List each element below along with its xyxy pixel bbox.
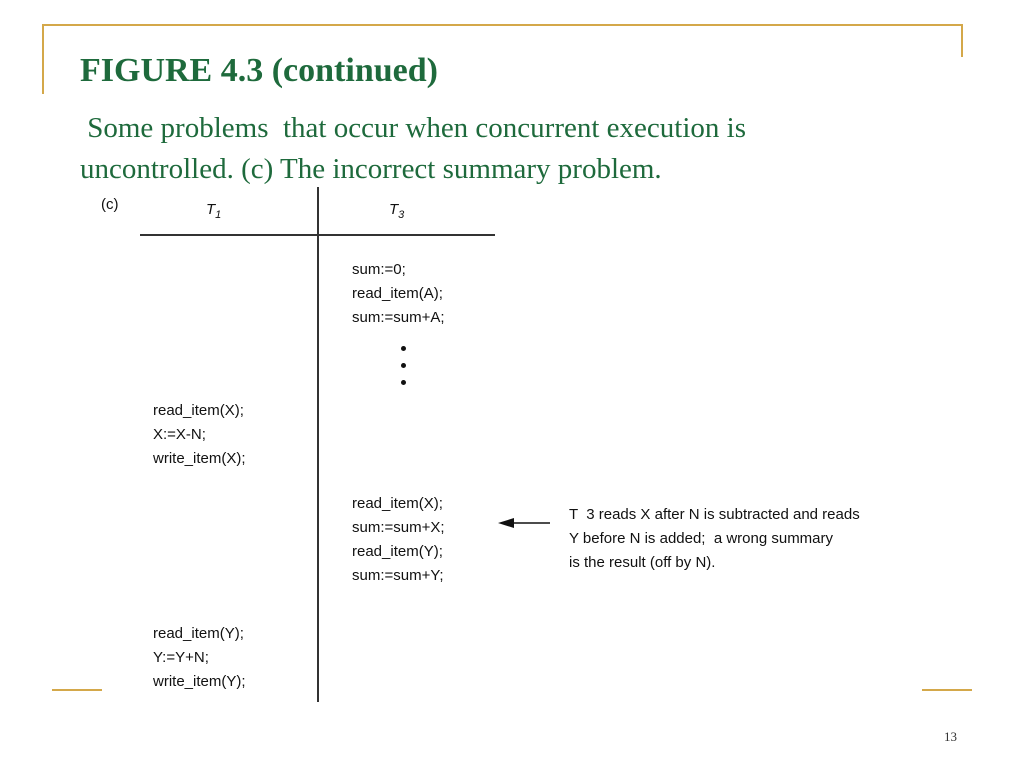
column-divider bbox=[317, 187, 319, 702]
frame-left-border bbox=[42, 24, 44, 94]
frame-right-border bbox=[961, 24, 963, 57]
ellipsis-dot bbox=[401, 380, 406, 385]
code-line: read_item(X); bbox=[153, 402, 244, 419]
code-line: read_item(Y); bbox=[352, 543, 443, 560]
column-header-t3: $T_3$ bbox=[389, 201, 405, 221]
page-number: 13 bbox=[944, 729, 957, 744]
subtitle-line-2: uncontrolled. (c) The incorrect summary problem. bbox=[80, 153, 662, 185]
code-line: read_item(Y); bbox=[153, 625, 244, 642]
ellipsis-dot bbox=[401, 346, 406, 351]
subtitle-line-1: Some problems that occur when concurrent execution is bbox=[80, 112, 746, 144]
slide-subtitle bbox=[80, 108, 746, 190]
code-line: Y:=Y+N; bbox=[153, 649, 209, 666]
code-line: sum:=sum+A; bbox=[352, 309, 445, 326]
figure-label: (c) bbox=[101, 196, 119, 213]
code-line: sum:=sum+Y; bbox=[352, 567, 444, 584]
frame-top-border bbox=[42, 24, 963, 26]
code-line: sum:=0; bbox=[352, 261, 406, 278]
code-line: write_item(X); bbox=[153, 450, 246, 467]
bottom-accent-left bbox=[52, 689, 102, 691]
code-line: write_item(Y); bbox=[153, 673, 246, 690]
slide-title: FIGURE 4.3 (continued) bbox=[80, 52, 438, 89]
t3-block-1 bbox=[352, 258, 445, 330]
code-line: read_item(A); bbox=[352, 285, 443, 302]
t1-block-2 bbox=[153, 622, 246, 694]
bottom-accent-right bbox=[922, 689, 972, 691]
code-line: read_item(X); bbox=[352, 495, 443, 512]
annotation-note bbox=[569, 503, 860, 575]
code-line: X:=X-N; bbox=[153, 426, 206, 443]
annotation-line: is the result (off by N). bbox=[569, 554, 716, 571]
column-header-t1: $T_1$ bbox=[206, 201, 222, 221]
left-arrow-icon bbox=[496, 515, 552, 531]
ellipsis-dot bbox=[401, 363, 406, 368]
code-line: sum:=sum+X; bbox=[352, 519, 445, 536]
t3-block-2 bbox=[352, 492, 445, 588]
annotation-line: Y before N is added; a wrong summary bbox=[569, 530, 834, 547]
t1-block-1 bbox=[153, 399, 246, 471]
annotation-line: T 3 reads X after N is subtracted and reads bbox=[569, 506, 860, 523]
